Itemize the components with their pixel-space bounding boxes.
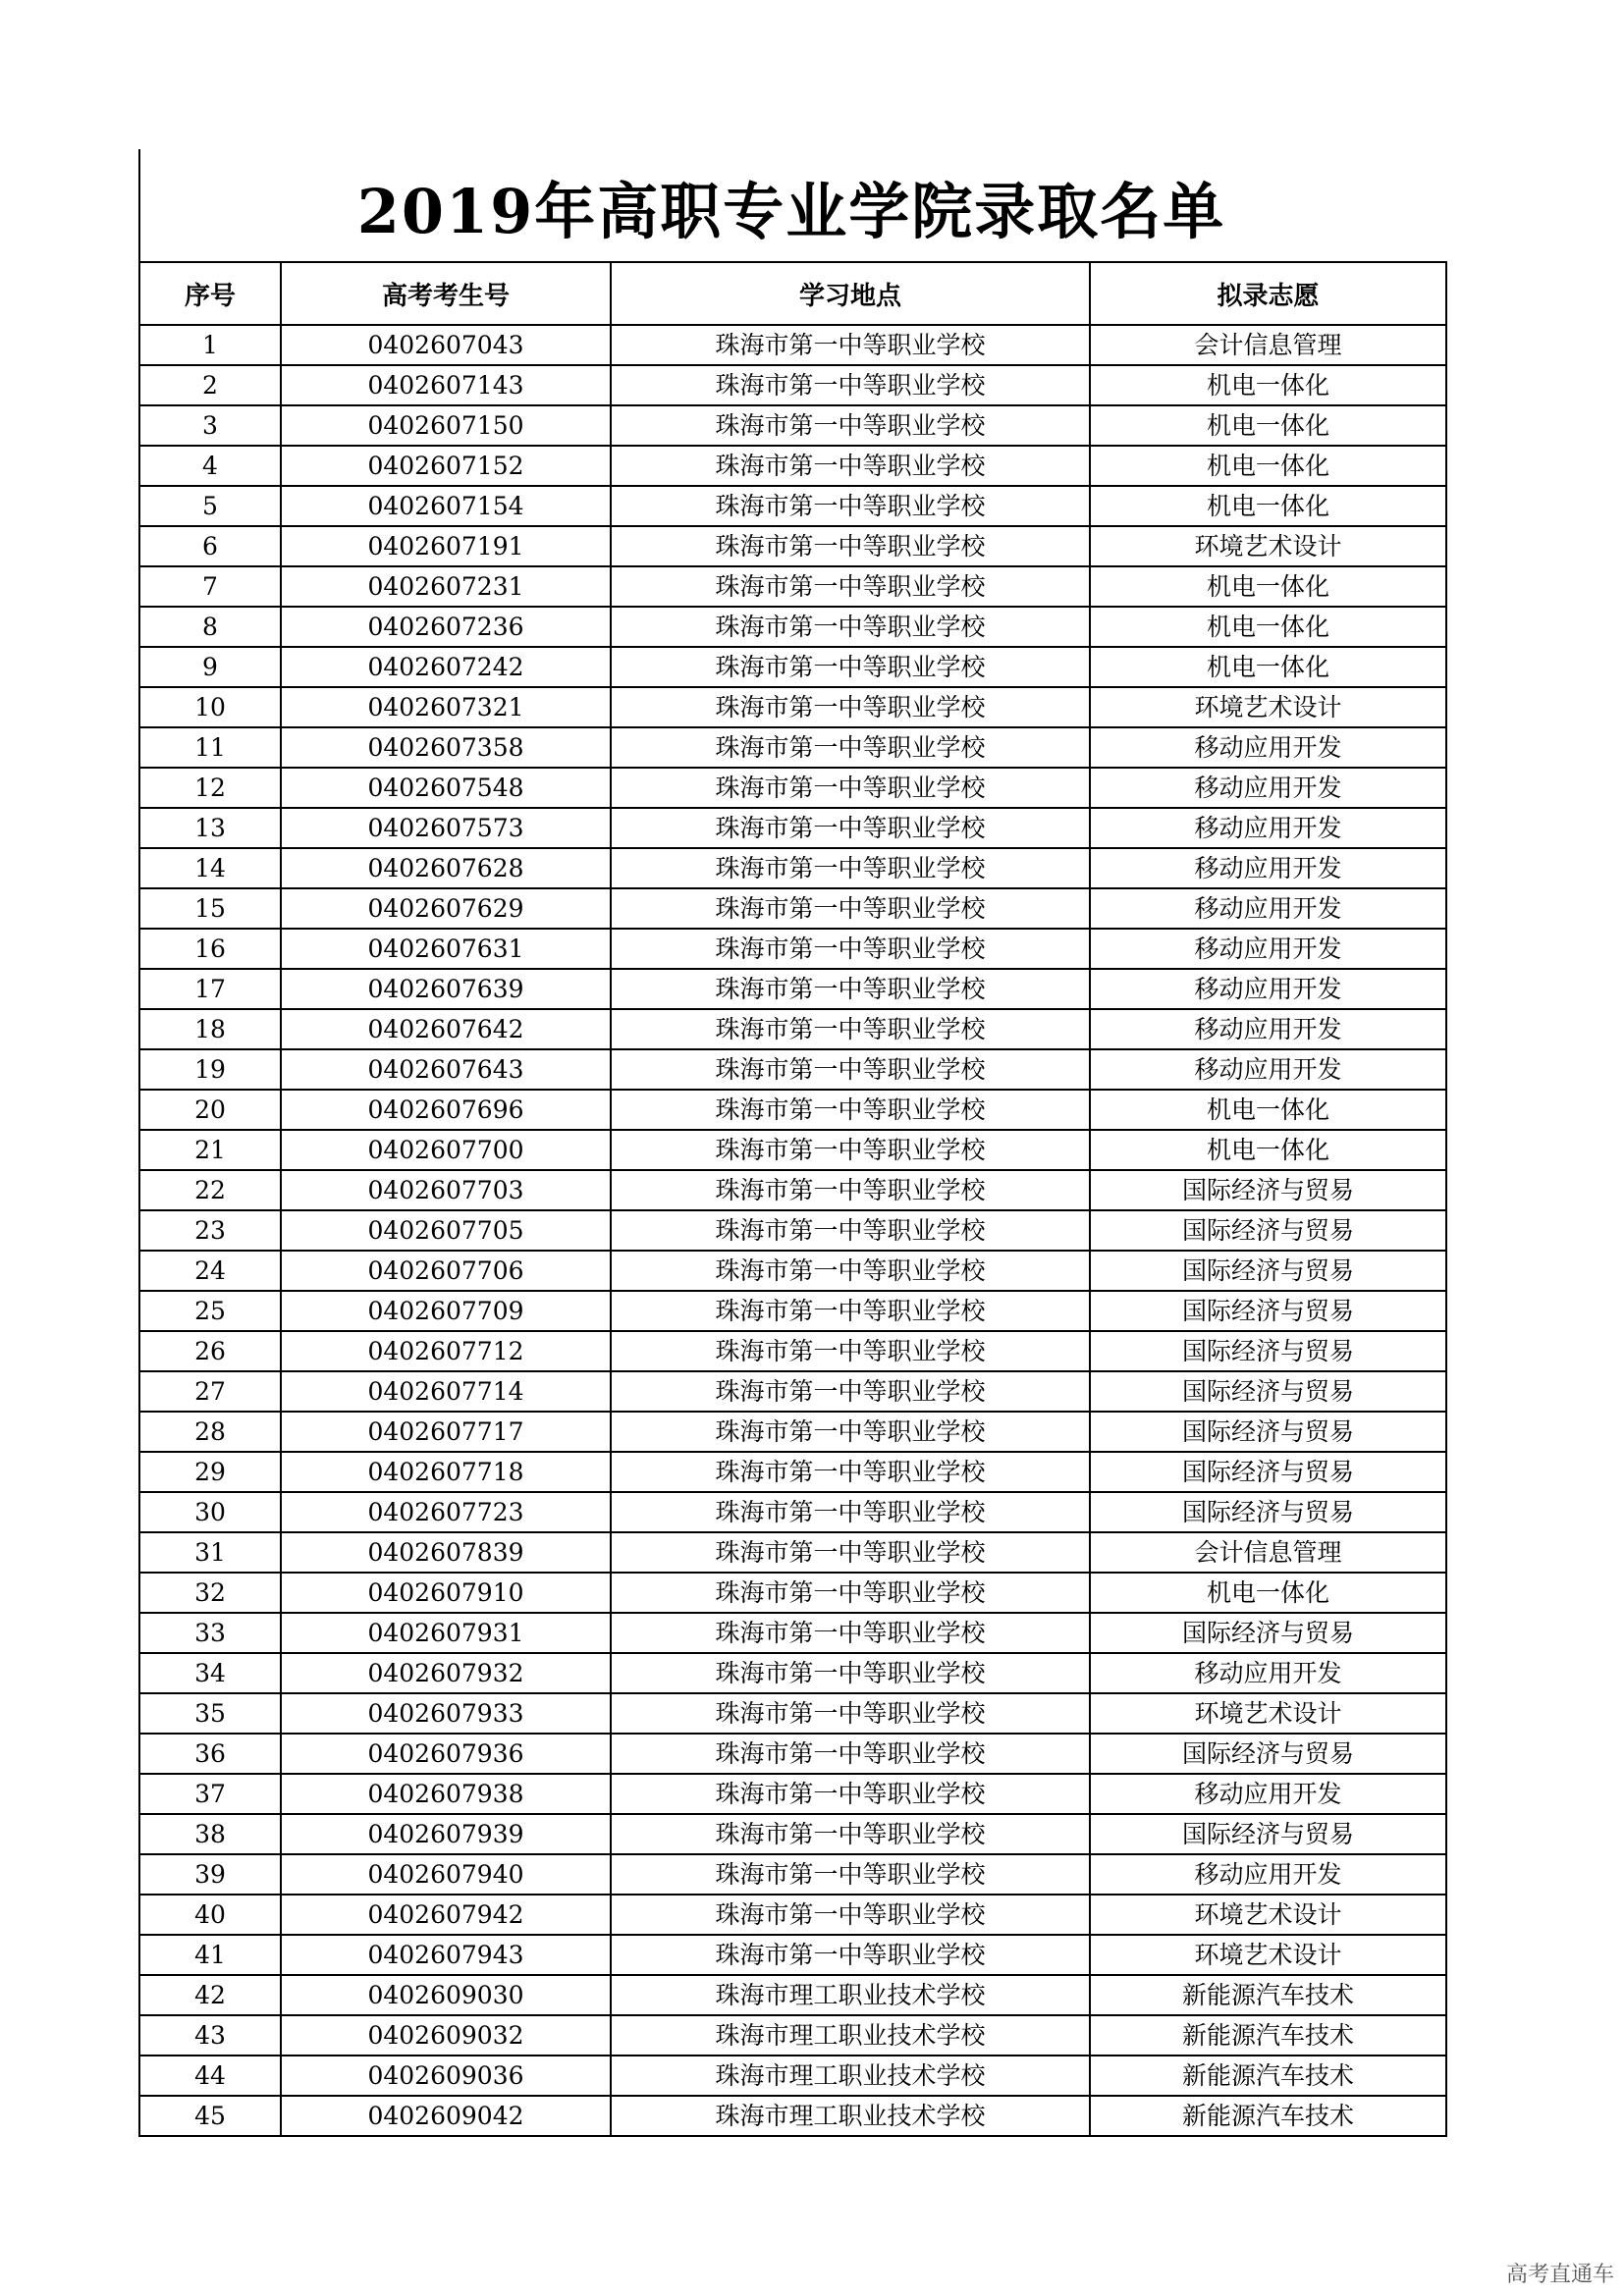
cell-intended-major: 机电一体化 [1090, 1090, 1446, 1130]
table-row [139, 1693, 1446, 1734]
cell-seq: 30 [139, 1492, 281, 1532]
cell-exam-number: 0402607242 [281, 647, 611, 687]
cell-exam-number: 0402607321 [281, 687, 611, 727]
cell-seq: 32 [139, 1573, 281, 1613]
cell-intended-major: 移动应用开发 [1090, 768, 1446, 808]
cell-intended-major: 机电一体化 [1090, 607, 1446, 647]
cell-exam-number: 0402607939 [281, 1814, 611, 1854]
cell-exam-number: 0402607936 [281, 1734, 611, 1774]
cell-exam-number: 0402607628 [281, 848, 611, 888]
table-row [139, 1613, 1446, 1653]
cell-seq: 26 [139, 1331, 281, 1371]
cell-study-location: 珠海市第一中等职业学校 [611, 405, 1090, 446]
cell-exam-number: 0402607931 [281, 1613, 611, 1653]
cell-intended-major: 移动应用开发 [1090, 808, 1446, 848]
cell-exam-number: 0402607642 [281, 1009, 611, 1049]
cell-study-location: 珠海市理工职业技术学校 [611, 2096, 1090, 2136]
cell-exam-number: 0402607150 [281, 405, 611, 446]
cell-intended-major: 机电一体化 [1090, 566, 1446, 607]
cell-seq: 6 [139, 526, 281, 566]
cell-study-location: 珠海市第一中等职业学校 [611, 1613, 1090, 1653]
table-row [139, 1251, 1446, 1291]
table-row [139, 1009, 1446, 1049]
cell-intended-major: 移动应用开发 [1090, 888, 1446, 929]
table-row [139, 929, 1446, 969]
cell-seq: 42 [139, 1975, 281, 2015]
cell-seq: 4 [139, 446, 281, 486]
cell-exam-number: 0402607152 [281, 446, 611, 486]
cell-seq: 45 [139, 2096, 281, 2136]
cell-study-location: 珠海市第一中等职业学校 [611, 888, 1090, 929]
cell-intended-major: 机电一体化 [1090, 1573, 1446, 1613]
cell-exam-number: 0402607191 [281, 526, 611, 566]
cell-exam-number: 0402607717 [281, 1412, 611, 1452]
header-intended-major: 拟录志愿 [1090, 262, 1446, 325]
cell-exam-number: 0402607231 [281, 566, 611, 607]
cell-exam-number: 0402607696 [281, 1090, 611, 1130]
cell-study-location: 珠海市第一中等职业学校 [611, 1774, 1090, 1814]
cell-study-location: 珠海市第一中等职业学校 [611, 1935, 1090, 1975]
cell-intended-major: 国际经济与贸易 [1090, 1412, 1446, 1452]
cell-seq: 24 [139, 1251, 281, 1291]
table-row [139, 607, 1446, 647]
table-row [139, 1814, 1446, 1854]
cell-seq: 38 [139, 1814, 281, 1854]
cell-study-location: 珠海市第一中等职业学校 [611, 1814, 1090, 1854]
cell-intended-major: 机电一体化 [1090, 365, 1446, 405]
cell-exam-number: 0402607940 [281, 1854, 611, 1895]
table-row [139, 808, 1446, 848]
table-row [139, 325, 1446, 365]
cell-exam-number: 0402607639 [281, 969, 611, 1009]
table-row [139, 566, 1446, 607]
cell-study-location: 珠海市第一中等职业学校 [611, 1653, 1090, 1693]
table-row [139, 1170, 1446, 1210]
cell-seq: 37 [139, 1774, 281, 1814]
cell-seq: 1 [139, 325, 281, 365]
cell-intended-major: 国际经济与贸易 [1090, 1492, 1446, 1532]
cell-exam-number: 0402607573 [281, 808, 611, 848]
header-exam-number: 高考考生号 [281, 262, 611, 325]
cell-exam-number: 0402607706 [281, 1251, 611, 1291]
header-study-location: 学习地点 [611, 262, 1090, 325]
cell-exam-number: 0402607043 [281, 325, 611, 365]
table-row [139, 1532, 1446, 1573]
table-row [139, 365, 1446, 405]
header-row [139, 262, 1446, 325]
cell-intended-major: 移动应用开发 [1090, 929, 1446, 969]
cell-seq: 7 [139, 566, 281, 607]
table-row [139, 2096, 1446, 2136]
cell-study-location: 珠海市理工职业技术学校 [611, 2015, 1090, 2056]
cell-study-location: 珠海市第一中等职业学校 [611, 1049, 1090, 1090]
cell-exam-number: 0402607700 [281, 1130, 611, 1170]
cell-intended-major: 国际经济与贸易 [1090, 1452, 1446, 1492]
cell-study-location: 珠海市理工职业技术学校 [611, 1975, 1090, 2015]
cell-seq: 20 [139, 1090, 281, 1130]
table-row [139, 1895, 1446, 1935]
cell-seq: 43 [139, 2015, 281, 2056]
table-body [139, 325, 1446, 2136]
cell-seq: 31 [139, 1532, 281, 1573]
cell-exam-number: 0402607839 [281, 1532, 611, 1573]
cell-exam-number: 0402607643 [281, 1049, 611, 1090]
cell-exam-number: 0402607154 [281, 486, 611, 526]
cell-seq: 5 [139, 486, 281, 526]
cell-study-location: 珠海市第一中等职业学校 [611, 1573, 1090, 1613]
cell-intended-major: 新能源汽车技术 [1090, 2096, 1446, 2136]
cell-study-location: 珠海市第一中等职业学校 [611, 1693, 1090, 1734]
table-row [139, 727, 1446, 768]
cell-intended-major: 国际经济与贸易 [1090, 1371, 1446, 1412]
cell-seq: 10 [139, 687, 281, 727]
cell-exam-number: 0402607942 [281, 1895, 611, 1935]
table-row [139, 526, 1446, 566]
cell-exam-number: 0402607143 [281, 365, 611, 405]
cell-seq: 44 [139, 2056, 281, 2096]
cell-exam-number: 0402607943 [281, 1935, 611, 1975]
cell-seq: 35 [139, 1693, 281, 1734]
cell-seq: 9 [139, 647, 281, 687]
cell-study-location: 珠海市第一中等职业学校 [611, 325, 1090, 365]
table-row [139, 1452, 1446, 1492]
table-row [139, 969, 1446, 1009]
cell-exam-number: 0402607236 [281, 607, 611, 647]
cell-intended-major: 国际经济与贸易 [1090, 1331, 1446, 1371]
table-row [139, 1573, 1446, 1613]
cell-intended-major: 国际经济与贸易 [1090, 1251, 1446, 1291]
cell-seq: 34 [139, 1653, 281, 1693]
cell-seq: 19 [139, 1049, 281, 1090]
table-row [139, 1049, 1446, 1090]
cell-intended-major: 会计信息管理 [1090, 1532, 1446, 1573]
cell-seq: 22 [139, 1170, 281, 1210]
cell-study-location: 珠海市第一中等职业学校 [611, 1452, 1090, 1492]
table-row [139, 1412, 1446, 1452]
cell-study-location: 珠海市第一中等职业学校 [611, 566, 1090, 607]
watermark: 高考直通车 [1505, 2263, 1614, 2287]
cell-study-location: 珠海市第一中等职业学校 [611, 1854, 1090, 1895]
table-row [139, 1935, 1446, 1975]
cell-seq: 33 [139, 1613, 281, 1653]
cell-intended-major: 移动应用开发 [1090, 1774, 1446, 1814]
table-row [139, 1975, 1446, 2015]
cell-seq: 2 [139, 365, 281, 405]
cell-intended-major: 移动应用开发 [1090, 1009, 1446, 1049]
table-row [139, 1734, 1446, 1774]
table-row [139, 446, 1446, 486]
cell-study-location: 珠海市第一中等职业学校 [611, 1331, 1090, 1371]
cell-intended-major: 国际经济与贸易 [1090, 1814, 1446, 1854]
cell-study-location: 珠海市第一中等职业学校 [611, 1251, 1090, 1291]
cell-study-location: 珠海市第一中等职业学校 [611, 1130, 1090, 1170]
cell-exam-number: 0402607358 [281, 727, 611, 768]
cell-intended-major: 机电一体化 [1090, 1130, 1446, 1170]
table-row [139, 1331, 1446, 1371]
cell-exam-number: 0402609030 [281, 1975, 611, 2015]
cell-study-location: 珠海市第一中等职业学校 [611, 1170, 1090, 1210]
cell-exam-number: 0402607938 [281, 1774, 611, 1814]
cell-seq: 3 [139, 405, 281, 446]
cell-seq: 18 [139, 1009, 281, 1049]
cell-intended-major: 国际经济与贸易 [1090, 1291, 1446, 1331]
table-row [139, 687, 1446, 727]
cell-exam-number: 0402607631 [281, 929, 611, 969]
table-row [139, 848, 1446, 888]
cell-exam-number: 0402607712 [281, 1331, 611, 1371]
cell-intended-major: 机电一体化 [1090, 647, 1446, 687]
table-row [139, 2056, 1446, 2096]
cell-intended-major: 国际经济与贸易 [1090, 1170, 1446, 1210]
cell-study-location: 珠海市第一中等职业学校 [611, 1532, 1090, 1573]
page-title: 2019年高职专业学院录取名单 [356, 175, 1226, 247]
cell-study-location: 珠海市第一中等职业学校 [611, 929, 1090, 969]
table-row [139, 486, 1446, 526]
cell-seq: 17 [139, 969, 281, 1009]
cell-seq: 16 [139, 929, 281, 969]
cell-seq: 36 [139, 1734, 281, 1774]
cell-seq: 15 [139, 888, 281, 929]
cell-seq: 11 [139, 727, 281, 768]
cell-intended-major: 新能源汽车技术 [1090, 2056, 1446, 2096]
header-seq: 序号 [139, 262, 281, 325]
cell-exam-number: 0402609042 [281, 2096, 611, 2136]
cell-seq: 41 [139, 1935, 281, 1975]
cell-seq: 39 [139, 1854, 281, 1895]
cell-intended-major: 环境艺术设计 [1090, 1935, 1446, 1975]
cell-seq: 14 [139, 848, 281, 888]
cell-seq: 28 [139, 1412, 281, 1452]
cell-seq: 23 [139, 1210, 281, 1251]
table-row [139, 1774, 1446, 1814]
table-row [139, 647, 1446, 687]
cell-exam-number: 0402609036 [281, 2056, 611, 2096]
cell-study-location: 珠海市第一中等职业学校 [611, 1895, 1090, 1935]
cell-exam-number: 0402607910 [281, 1573, 611, 1613]
cell-seq: 13 [139, 808, 281, 848]
cell-study-location: 珠海市第一中等职业学校 [611, 486, 1090, 526]
cell-exam-number: 0402607714 [281, 1371, 611, 1412]
cell-intended-major: 移动应用开发 [1090, 1653, 1446, 1693]
cell-seq: 40 [139, 1895, 281, 1935]
cell-study-location: 珠海市第一中等职业学校 [611, 1090, 1090, 1130]
cell-exam-number: 0402609032 [281, 2015, 611, 2056]
cell-exam-number: 0402607709 [281, 1291, 611, 1331]
table-row [139, 1653, 1446, 1693]
cell-intended-major: 移动应用开发 [1090, 1049, 1446, 1090]
cell-intended-major: 移动应用开发 [1090, 727, 1446, 768]
cell-intended-major: 国际经济与贸易 [1090, 1210, 1446, 1251]
cell-study-location: 珠海市第一中等职业学校 [611, 446, 1090, 486]
cell-study-location: 珠海市第一中等职业学校 [611, 647, 1090, 687]
cell-study-location: 珠海市第一中等职业学校 [611, 848, 1090, 888]
cell-intended-major: 环境艺术设计 [1090, 687, 1446, 727]
cell-study-location: 珠海市第一中等职业学校 [611, 607, 1090, 647]
cell-exam-number: 0402607932 [281, 1653, 611, 1693]
cell-study-location: 珠海市第一中等职业学校 [611, 1291, 1090, 1331]
table-row [139, 2015, 1446, 2056]
cell-intended-major: 机电一体化 [1090, 405, 1446, 446]
cell-seq: 12 [139, 768, 281, 808]
cell-intended-major: 机电一体化 [1090, 486, 1446, 526]
cell-seq: 8 [139, 607, 281, 647]
cell-study-location: 珠海市第一中等职业学校 [611, 768, 1090, 808]
table-row [139, 1210, 1446, 1251]
cell-study-location: 珠海市第一中等职业学校 [611, 1009, 1090, 1049]
cell-intended-major: 国际经济与贸易 [1090, 1613, 1446, 1653]
cell-intended-major: 环境艺术设计 [1090, 1895, 1446, 1935]
cell-study-location: 珠海市第一中等职业学校 [611, 1210, 1090, 1251]
cell-seq: 27 [139, 1371, 281, 1412]
table-header [139, 262, 1446, 325]
admission-table [138, 261, 1447, 2137]
cell-exam-number: 0402607705 [281, 1210, 611, 1251]
cell-intended-major: 机电一体化 [1090, 446, 1446, 486]
cell-study-location: 珠海市第一中等职业学校 [611, 1412, 1090, 1452]
table-row [139, 1291, 1446, 1331]
cell-intended-major: 移动应用开发 [1090, 1854, 1446, 1895]
cell-study-location: 珠海市第一中等职业学校 [611, 1371, 1090, 1412]
cell-intended-major: 环境艺术设计 [1090, 1693, 1446, 1734]
table-row [139, 768, 1446, 808]
cell-exam-number: 0402607703 [281, 1170, 611, 1210]
cell-study-location: 珠海市理工职业技术学校 [611, 2056, 1090, 2096]
cell-seq: 25 [139, 1291, 281, 1331]
table-row [139, 1371, 1446, 1412]
cell-intended-major: 环境艺术设计 [1090, 526, 1446, 566]
cell-study-location: 珠海市第一中等职业学校 [611, 1492, 1090, 1532]
cell-intended-major: 移动应用开发 [1090, 848, 1446, 888]
table-row [139, 1130, 1446, 1170]
cell-intended-major: 新能源汽车技术 [1090, 1975, 1446, 2015]
cell-intended-major: 新能源汽车技术 [1090, 2015, 1446, 2056]
table-row [139, 1854, 1446, 1895]
table-row [139, 1492, 1446, 1532]
cell-exam-number: 0402607723 [281, 1492, 611, 1532]
cell-exam-number: 0402607718 [281, 1452, 611, 1492]
table-row [139, 405, 1446, 446]
cell-exam-number: 0402607629 [281, 888, 611, 929]
cell-intended-major: 会计信息管理 [1090, 325, 1446, 365]
cell-study-location: 珠海市第一中等职业学校 [611, 727, 1090, 768]
cell-intended-major: 国际经济与贸易 [1090, 1734, 1446, 1774]
cell-study-location: 珠海市第一中等职业学校 [611, 1734, 1090, 1774]
cell-study-location: 珠海市第一中等职业学校 [611, 526, 1090, 566]
table-row [139, 888, 1446, 929]
cell-seq: 29 [139, 1452, 281, 1492]
cell-study-location: 珠海市第一中等职业学校 [611, 969, 1090, 1009]
table-row [139, 1090, 1446, 1130]
cell-intended-major: 移动应用开发 [1090, 969, 1446, 1009]
cell-exam-number: 0402607548 [281, 768, 611, 808]
cell-study-location: 珠海市第一中等职业学校 [611, 687, 1090, 727]
cell-exam-number: 0402607933 [281, 1693, 611, 1734]
cell-seq: 21 [139, 1130, 281, 1170]
cell-study-location: 珠海市第一中等职业学校 [611, 808, 1090, 848]
cell-study-location: 珠海市第一中等职业学校 [611, 365, 1090, 405]
